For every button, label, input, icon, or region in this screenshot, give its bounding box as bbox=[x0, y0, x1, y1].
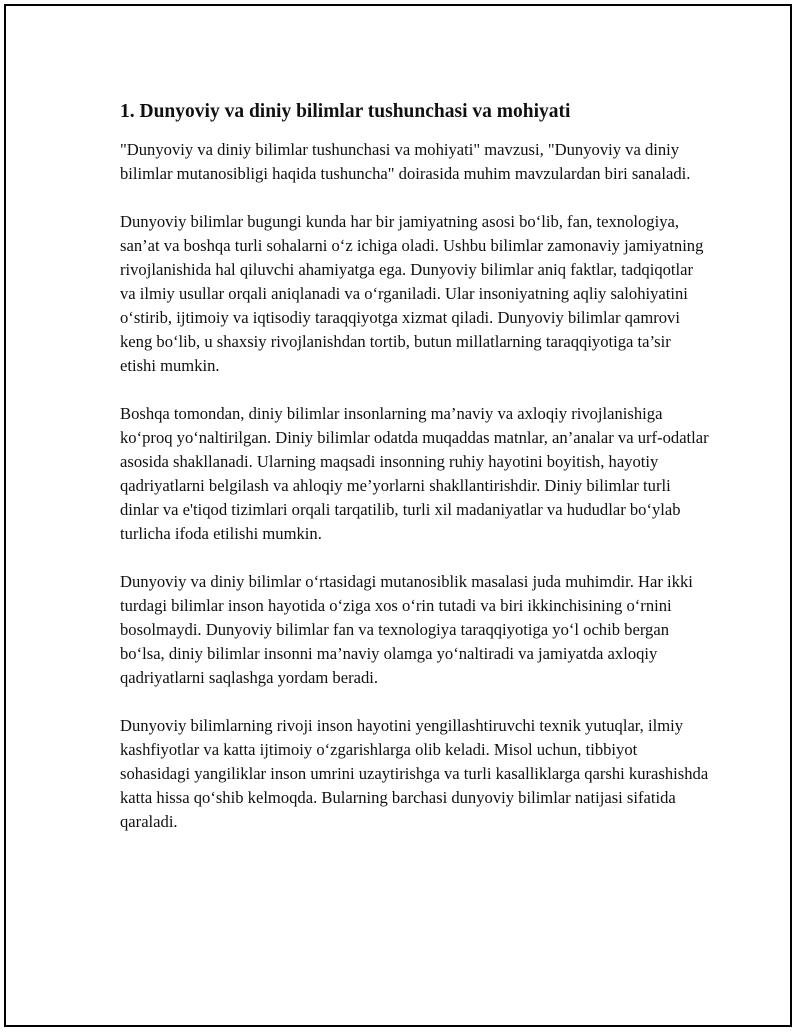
document-body bbox=[120, 99, 710, 834]
paragraph-4: Dunyoviy va diniy bilimlar o‘rtasidagi mutanosiblik masalasi juda muhimdir. Har ikki turdagi bilimlar inson hayotida o‘ziga xos o‘rin tutadi va biri ikkinchisining o‘rnini bosolmaydi. Dunyoviy bilimlar fan va texnologiya taraqqiyotiga yo‘l ochib bergan bo‘lsa, diniy bilimlar insonni ma’naviy olamga yo‘naltiradi va jamiyatda axloqiy qadriyatlarni saqlashga yordam beradi. bbox=[120, 572, 693, 687]
paragraph-2: Dunyoviy bilimlar bugungi kunda har bir jamiyatning asosi bo‘lib, fan, texnologiya, san’at va boshqa turli sohalarni o‘z ichiga oladi. Ushbu bilimlar zamonaviy jamiyatning rivojlanishida hal qiluvchi ahamiyatga ega. Dunyoviy bilimlar aniq faktlar, tadqiqotlar va ilmiy usullar orqali aniqlanadi va o‘rganiladi. Ular insoniyatning aqliy salohiyatini o‘stirib, ijtimoiy va iqtisodiy taraqqiyotga xizmat qiladi. Dunyoviy bilimlar qamrovi keng bo‘lib, u shaxsiy rivojlanishdan tortib, butun millatlarning taraqqiyotiga ta’sir etishi mumkin. bbox=[120, 212, 704, 375]
paragraph-5: Dunyoviy bilimlarning rivoji inson hayotini yengillashtiruvchi texnik yutuqlar, ilmiy kashfiyotlar va katta ijtimoiy o‘zgarishlarga olib keladi. Misol uchun, tibbiyot sohasidagi yangiliklar inson umrini uzaytirishga va turli kasalliklarga qarshi kurashishda katta hissa qo‘shib kelmoqda. Bularning barchasi dunyoviy bilimlar natijasi sifatida qaraladi. bbox=[120, 716, 709, 831]
section-heading: 1. Dunyoviy va diniy bilimlar tushunchasi va mohiyati bbox=[120, 101, 571, 122]
paragraph-1: "Dunyoviy va diniy bilimlar tushunchasi va mohiyati" mavzusi, "Dunyoviy va diniy bilimlar mutanosibligi haqida tushuncha" doirasida muhim mavzulardan biri sanaladi. bbox=[120, 140, 691, 183]
paragraph-3: Boshqa tomondan, diniy bilimlar insonlarning ma’naviy va axloqiy rivojlanishiga ko‘proq yo‘naltirilgan. Diniy bilimlar odatda muqaddas matnlar, an’analar va urf-odatlar asosida shakllanadi. Ularning maqsadi insonning ruhiy hayotini boyitish, hayotiy qadriyatlarni belgilash va ahloqiy me’yorlarni shakllantirishdir. Diniy bilimlar turli dinlar va e'tiqod tizimlari orqali tarqatilib, turli xil madaniyatlar va hududlar bo‘ylab turlicha ifoda etilishi mumkin. bbox=[120, 404, 709, 543]
page-frame bbox=[4, 4, 792, 1027]
